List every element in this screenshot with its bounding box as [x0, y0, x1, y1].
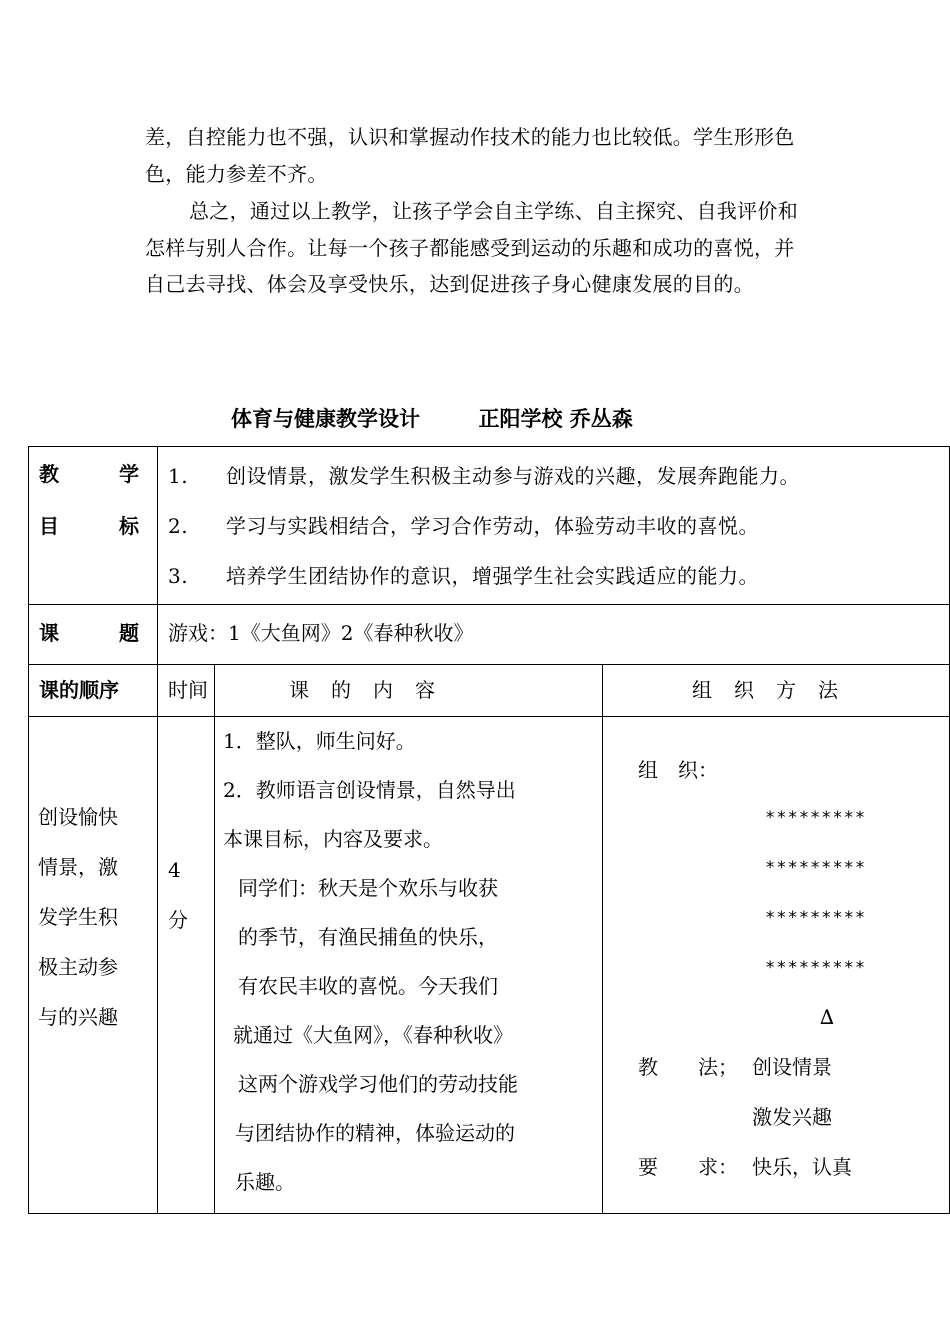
topic-label-char: 题 — [119, 621, 139, 645]
goals-label-char: 目 — [39, 514, 59, 538]
requirement-label: 要 求： — [638, 1155, 738, 1179]
content-line: 2．教师语言创设情景，自然导出 — [223, 778, 516, 802]
goals-label-cell — [29, 447, 158, 605]
topic-row — [29, 605, 950, 665]
lesson-row — [29, 717, 950, 1214]
content-line: 与团结协作的精神，体验运动的 — [235, 1121, 515, 1145]
header-content: 课的内容 — [215, 665, 603, 717]
teaching-method-value: 激发兴趣 — [752, 1105, 832, 1129]
document-title: 体育与健康教学设计 正阳学校 乔丛森 — [231, 407, 633, 431]
content-cell — [215, 717, 603, 1214]
header-order: 课的顺序 — [29, 665, 158, 717]
goal-item: 1. 创设情景，激发学生积极主动参与游戏的兴趣，发展奔跑能力。 — [168, 464, 800, 488]
formation-row: ********* — [765, 808, 867, 828]
content-line: 本课目标，内容及要求。 — [223, 827, 443, 851]
time-cell — [158, 717, 215, 1214]
intro-paragraph-2: 总之，通过以上教学，让孩子学会自主学练、自主探究、自我评价和怎样与别人合作。让每一个孩子都能感受到运动的乐趣和成功的喜悦，并自己去寻找、体会及享受快乐，达到促进孩子身心健康发展的目的。 — [145, 199, 798, 296]
lesson-plan-table — [28, 446, 950, 1214]
header-method: 组织方法 — [603, 665, 950, 717]
topic-cell — [158, 605, 950, 665]
topic-text: 游戏：1《大鱼网》2《春种秋收》 — [168, 621, 474, 645]
content-line: 就通过《大鱼网》，《春种秋收》 — [233, 1023, 513, 1047]
formation-row: ********* — [765, 858, 867, 878]
header-row — [29, 665, 950, 717]
teaching-method-value: 创设情景 — [752, 1055, 832, 1079]
goal-item: 2. 学习与实践相结合，学习合作劳动，体验劳动丰收的喜悦。 — [168, 514, 759, 538]
content-line: 这两个游戏学习他们的劳动技能 — [238, 1072, 518, 1096]
content-line: 1．整队，师生问好。 — [223, 729, 416, 753]
stage-cell — [29, 717, 158, 1214]
goals-row — [29, 447, 950, 605]
intro-paragraph-1: 差，自控能力也不强，认识和掌握动作技术的能力也比较低。学生形形色色，能力参差不齐。 — [145, 125, 795, 186]
stage-line: 创设愉快 — [38, 805, 118, 829]
goals-label-char: 教 — [39, 462, 59, 486]
stage-line: 发学生积 — [38, 905, 118, 929]
time-value: 4 — [168, 858, 181, 882]
time-unit: 分 — [168, 908, 188, 932]
topic-label-char: 课 — [39, 621, 59, 645]
stage-line: 情景，激 — [38, 855, 118, 879]
content-line: 的季节，有渔民捕鱼的快乐， — [238, 925, 498, 949]
requirement-value: 快乐，认真 — [752, 1155, 852, 1179]
organization-label: 组 织： — [638, 758, 718, 782]
formation-row: ********* — [765, 958, 867, 978]
goal-item: 3. 培养学生团结协作的意识，增强学生社会实践适应的能力。 — [168, 564, 759, 588]
goals-cell — [158, 447, 950, 605]
goals-label-char: 标 — [119, 514, 139, 538]
content-line: 同学们：秋天是个欢乐与收获 — [238, 876, 498, 900]
stage-line: 与的兴趣 — [38, 1005, 118, 1029]
topic-label-cell — [29, 605, 158, 665]
content-line: 有农民丰收的喜悦。今天我们 — [238, 974, 498, 998]
formation-row: ********* — [765, 908, 867, 928]
stage-line: 极主动参 — [38, 955, 118, 979]
content-line: 乐趣。 — [235, 1170, 295, 1194]
goals-label-char: 学 — [119, 462, 139, 486]
teaching-method-label: 教 法； — [638, 1055, 738, 1079]
teacher-position-mark: ∆ — [820, 1005, 834, 1029]
method-cell — [603, 717, 950, 1214]
header-time: 时间 — [158, 665, 215, 717]
